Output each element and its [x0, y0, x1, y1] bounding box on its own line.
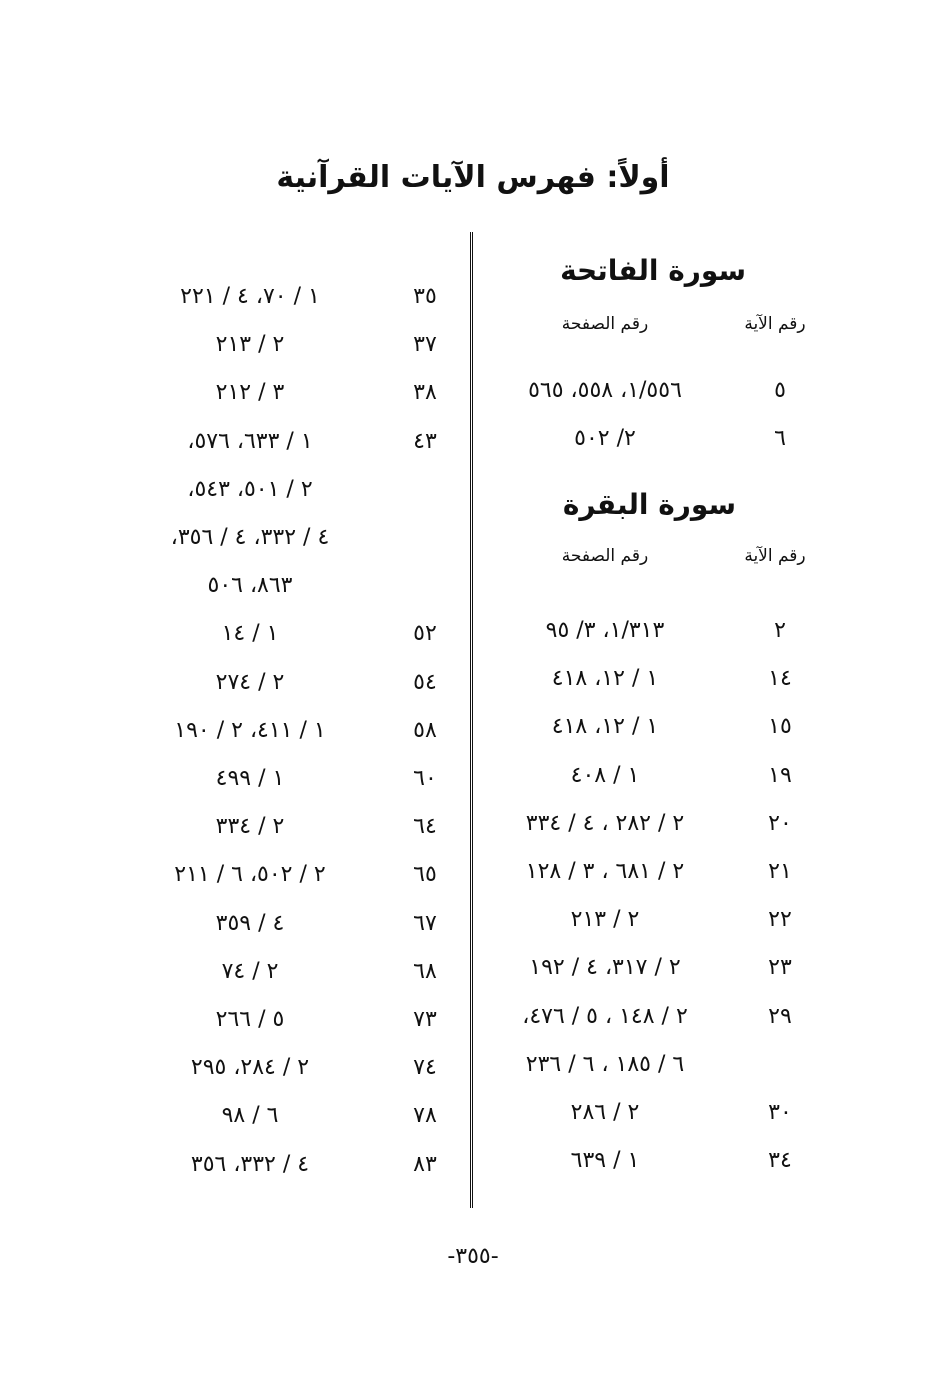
ayah-number: ٦٨ [413, 958, 437, 984]
page-title: أولاً: فهرس الآيات القرآنية [276, 160, 670, 195]
page-references: ٤ / ٣٥٩ [215, 910, 285, 936]
page-references: ٦ / ٩٨ [221, 1103, 279, 1129]
surah-title-baqara: سورة البقرة [562, 488, 736, 521]
ayah-number: ١٩ [768, 762, 792, 788]
page-references: ٢ / ٢٨٢ ، ٤ / ٣٣٤ [525, 810, 685, 836]
ayah-number: ٢٢ [768, 907, 792, 933]
page-references: ٢ / ٢١٣ [215, 332, 285, 358]
ayah-number: ٦٥ [413, 862, 437, 888]
page-references: ٢ / ٣٣٤ [215, 814, 285, 840]
page-references: ٢ / ٢٨٤، ٢٩٥ [190, 1055, 310, 1081]
ayah-number: ٣٧ [413, 332, 437, 358]
ayah-number: ٣٠ [768, 1100, 792, 1125]
page-references: ٦ / ١٨٥ ، ٦ / ٢٣٦ [525, 1051, 685, 1077]
page-references: ٢ / ٣١٧، ٤ / ١٩٢ [529, 955, 681, 981]
ayah-number: ٥٢ [413, 621, 437, 647]
header-page-number: رقم الصفحة [561, 314, 649, 334]
ayah-number: ٢٣ [768, 955, 792, 981]
ayah-number: ٧٨ [413, 1103, 437, 1129]
page-references: ٢ / ١٤٨ ، ٥ / ٤٧٦، [522, 1003, 688, 1029]
page-references: ٤ / ٣٣٢، ٣٥٦ [190, 1151, 310, 1177]
page-references: ١ / ١٢، ٤١٨ [551, 714, 659, 740]
page-references: ٢ / ٥٠٢، ٦ / ٢١١ [174, 862, 326, 888]
ayah-number: ٥٨ [413, 717, 437, 743]
page-references: ٢ / ٢١٣ [570, 907, 640, 933]
column-divider [470, 232, 473, 1208]
page-references: ٢ / ٦٨١ ، ٣ / ١٢٨ [525, 859, 685, 884]
ayah-number: ٦٤ [413, 814, 437, 840]
ayah-number: ٥ [774, 378, 786, 403]
ayah-number: ٢٩ [768, 1003, 792, 1029]
ayah-number: ٧٤ [413, 1055, 437, 1081]
ayah-number: ٧٣ [413, 1007, 437, 1032]
page-references: ١/٣١٣، ٣/ ٩٥ [545, 618, 665, 643]
ayah-number: ٤٣ [413, 428, 437, 454]
ayah-number: ١٥ [768, 714, 792, 740]
page-references: ٥ / ٢٦٦ [215, 1007, 285, 1032]
ayah-number: ٨٣ [413, 1151, 437, 1177]
ayah-number: ٦ [774, 426, 786, 451]
page-references: ١ / ١٢، ٤١٨ [551, 666, 659, 692]
ayah-number: ٣٨ [413, 380, 437, 406]
page-references: ١ / ٤٩٩ [215, 766, 285, 791]
header-page-number: رقم الصفحة [561, 546, 649, 566]
ayah-number: ٢ [774, 618, 786, 643]
page-references: ١ / ٤١١، ٢ / ١٩٠ [174, 717, 326, 743]
ayah-number: ٢١ [768, 859, 792, 884]
page-references: ٢ / ٢٨٦ [570, 1100, 640, 1125]
ayah-number: ٣٥ [413, 284, 437, 309]
ayah-number: ٣٤ [768, 1148, 792, 1174]
page-references: ١ / ٦٣٣، ٥٧٦، [187, 428, 313, 454]
page-references: ١ / ٦٣٩ [570, 1148, 640, 1174]
page-references: ٢ / ٧٤ [221, 958, 279, 984]
ayah-number: ٦٠ [413, 766, 437, 791]
page-references: ١ / ١٤ [221, 621, 279, 647]
page-references: ٨٦٣، ٥٠٦ [207, 573, 293, 599]
header-ayah-number: رقم الآية [744, 314, 806, 334]
ayah-number: ١٤ [768, 666, 792, 692]
ayah-number: ٦٧ [413, 910, 437, 936]
header-ayah-number: رقم الآية [744, 546, 806, 566]
page-references: ٢ / ٥٠١، ٥٤٣، [187, 476, 313, 502]
page-references: ٢/ ٥٠٢ [574, 426, 636, 451]
surah-title-fatiha: سورة الفاتحة [560, 254, 746, 287]
ayah-number: ٥٤ [413, 669, 437, 695]
page-number: -٣٥٥- [447, 1244, 499, 1269]
page-references: ٤ / ٣٣٢، ٤ / ٣٥٦، [170, 525, 330, 550]
page-references: ١ / ٤٠٨ [570, 762, 640, 788]
page-references: ١/٥٥٦، ٥٥٨، ٥٦٥ [528, 378, 682, 403]
ayah-number: ٢٠ [768, 810, 792, 836]
page-references: ١ / ٧٠، ٤ / ٢٢١ [180, 284, 320, 309]
page-references: ٢ / ٢٧٤ [215, 669, 285, 695]
page-references: ٣ / ٢١٢ [215, 380, 285, 406]
